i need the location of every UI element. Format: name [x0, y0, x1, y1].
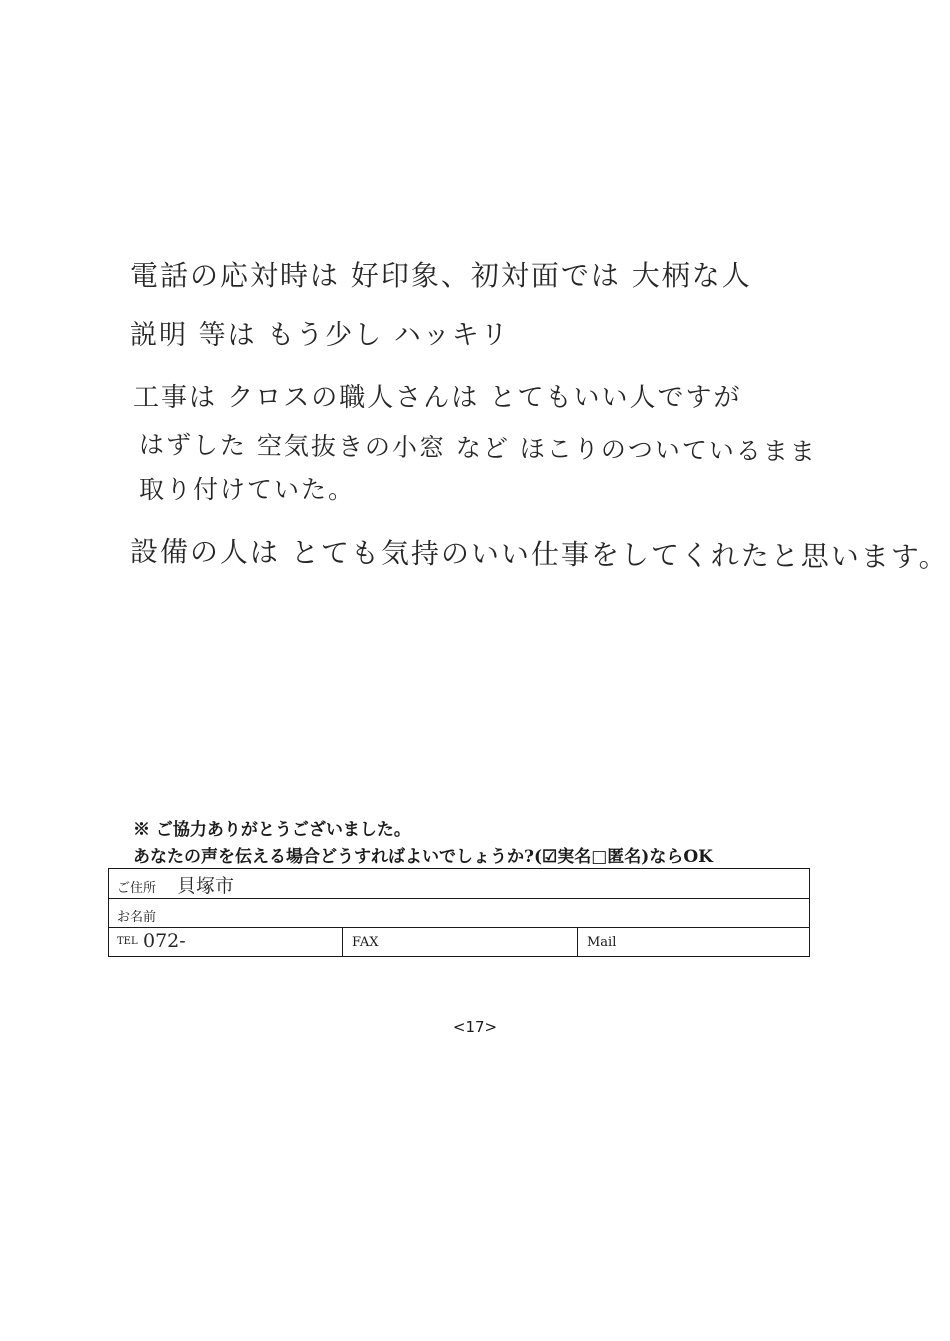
contact-numbers-row	[109, 928, 809, 956]
comment-line: 設備の人は とても気持のいい仕事をしてくれたと思います。	[129, 535, 949, 574]
mail-label: Mail	[587, 935, 617, 950]
comment-line: 工事は クロスの職人さんは とてもいい人ですが	[133, 383, 742, 413]
address-row	[109, 869, 809, 899]
tel-value: 072-	[143, 930, 186, 952]
contact-form	[108, 868, 810, 957]
address-value: 貝塚市	[177, 875, 235, 897]
comment-line: 説明 等は もう少し ハッキリ	[130, 320, 510, 351]
comment-line: 取り付けていた。	[139, 475, 356, 504]
fax-label: FAX	[352, 935, 379, 950]
comment-line: はずした 空気抜きの小窓 など ほこりのついているまま	[138, 430, 817, 467]
address-label: ご住所	[117, 881, 157, 896]
disclosure-question: あなたの声を伝える場合どうすればよいでしょうか?(☑実名□匿名)ならOK	[133, 847, 713, 867]
mail-divider	[577, 928, 578, 956]
name-row	[109, 899, 809, 928]
comment-line: 電話の応対時は 好印象、初対面では 大柄な人	[130, 259, 752, 292]
tel-label: TEL	[117, 936, 138, 947]
fax-divider	[342, 928, 343, 956]
page-number: <17>	[452, 1018, 498, 1036]
thanks-note: ※ ご協力ありがとうございました。	[133, 820, 411, 840]
name-label: お名前	[117, 910, 157, 925]
